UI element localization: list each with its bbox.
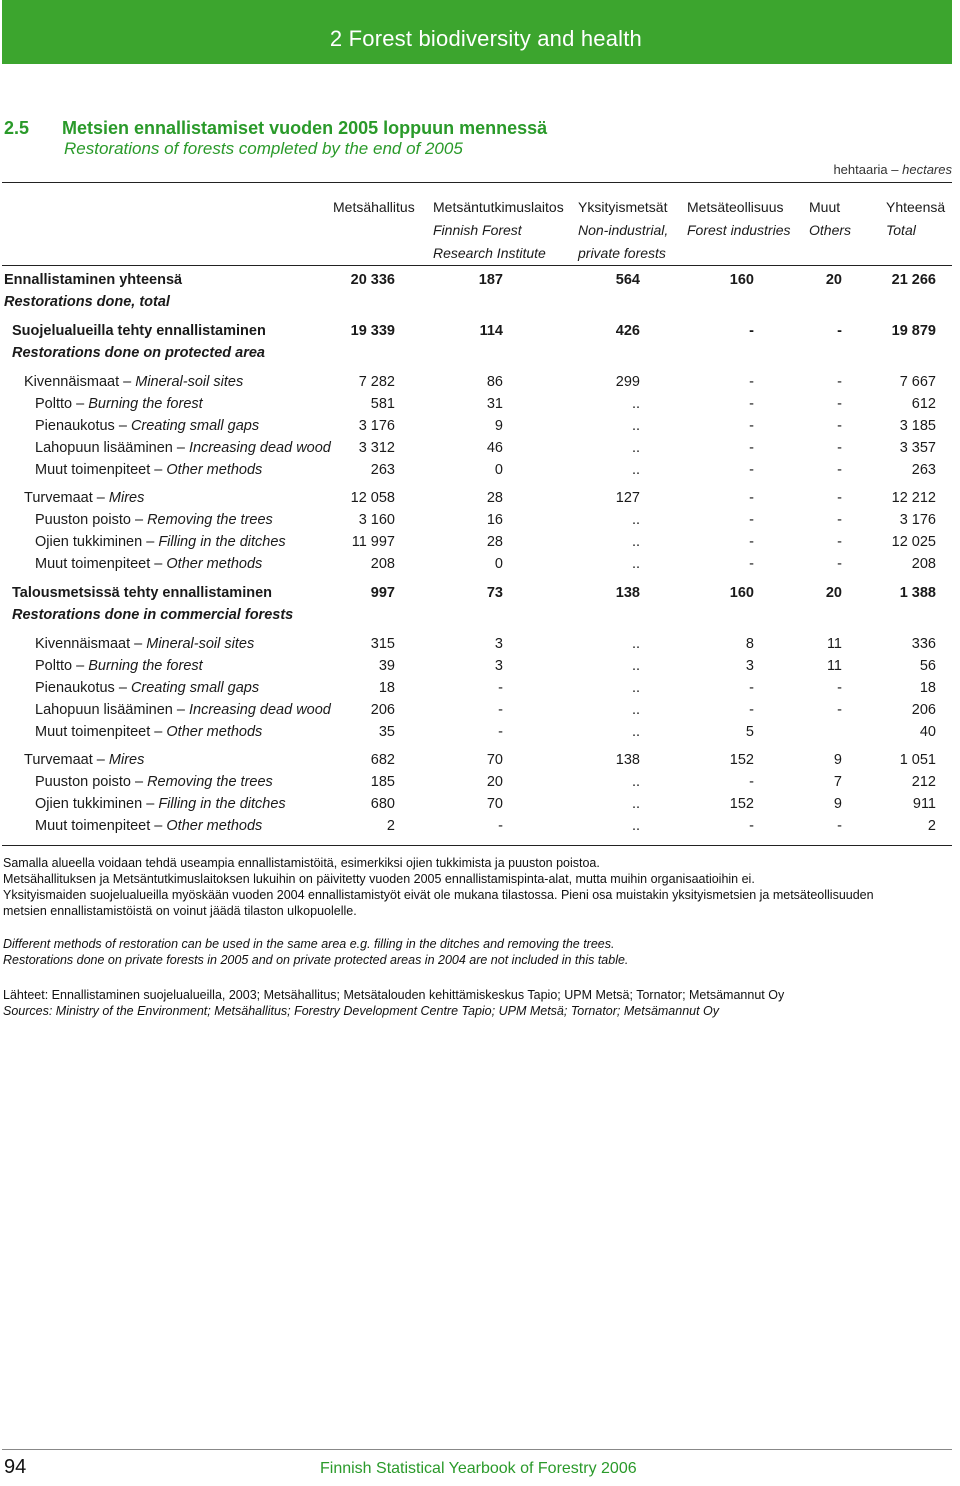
table-cell: 39 bbox=[378, 658, 395, 674]
row-label bbox=[35, 680, 259, 696]
table-row bbox=[0, 724, 960, 746]
table-cell: 46 bbox=[486, 440, 503, 456]
row-label bbox=[12, 585, 272, 601]
unit-en: hectares bbox=[902, 162, 952, 177]
row-label-en: Mires bbox=[108, 490, 145, 506]
row-label-en: Other methods bbox=[166, 556, 263, 572]
table-cell: .. bbox=[631, 818, 640, 834]
table-cell: - bbox=[749, 462, 754, 478]
column-header-3-l1: Yksityismetsät bbox=[578, 199, 668, 215]
table-cell: 11 bbox=[826, 636, 842, 652]
row-label bbox=[35, 462, 262, 478]
table-cell: 3 185 bbox=[899, 418, 936, 434]
table-cell: 682 bbox=[370, 752, 395, 768]
column-header-2-l3: Research Institute bbox=[433, 245, 546, 261]
row-label-fi: Ojien tukkiminen – bbox=[35, 796, 155, 812]
table-cell: - bbox=[749, 440, 754, 456]
table-cell: 20 bbox=[825, 272, 842, 288]
row-label bbox=[35, 534, 286, 550]
notes-en bbox=[3, 936, 628, 968]
row-label bbox=[35, 440, 331, 456]
table-cell: - bbox=[749, 534, 754, 550]
table-cell: .. bbox=[631, 556, 640, 572]
table-cell: 18 bbox=[919, 680, 936, 696]
table-cell: 20 bbox=[825, 585, 842, 601]
chapter-banner bbox=[2, 0, 952, 64]
table-cell: 3 357 bbox=[899, 440, 936, 456]
table-row bbox=[0, 658, 960, 680]
table-cell: 680 bbox=[370, 796, 395, 812]
row-label-fi: Suojelualueilla tehty ennallistaminen bbox=[12, 323, 266, 339]
row-label-fi: Ennallistaminen yhteensä bbox=[4, 272, 183, 288]
table-cell: 212 bbox=[911, 774, 936, 790]
column-header-2-l1: Metsäntutkimuslaitos bbox=[433, 199, 564, 215]
table-cell: - bbox=[837, 702, 842, 718]
table-cell: 7 667 bbox=[899, 374, 936, 390]
row-label bbox=[35, 818, 262, 834]
table-titles bbox=[4, 118, 547, 159]
table-cell: 9 bbox=[494, 418, 503, 434]
table-row bbox=[0, 512, 960, 534]
table-row bbox=[0, 556, 960, 578]
table-cell: 11 997 bbox=[351, 534, 395, 550]
header-top-rule bbox=[2, 182, 952, 183]
table-cell: 2 bbox=[386, 818, 395, 834]
table-cell: 70 bbox=[486, 796, 503, 812]
row-label-en: Removing the trees bbox=[147, 774, 273, 790]
table-cell: 21 266 bbox=[891, 272, 936, 288]
table-cell: 564 bbox=[615, 272, 640, 288]
table-cell: 9 bbox=[833, 796, 842, 812]
table-cell: .. bbox=[631, 724, 640, 740]
table-row bbox=[0, 752, 960, 774]
column-header-6-l1: Yhteensä bbox=[886, 199, 946, 215]
table-cell: - bbox=[837, 818, 842, 834]
row-label-en: Filling in the ditches bbox=[158, 796, 286, 812]
table-cell: 86 bbox=[486, 374, 503, 390]
table-cell: 9 bbox=[833, 752, 842, 768]
table-cell: 3 bbox=[494, 658, 503, 674]
table-cell: 19 339 bbox=[350, 323, 395, 339]
table-cell: - bbox=[837, 440, 842, 456]
table-cell: - bbox=[749, 556, 754, 572]
table-cell: .. bbox=[631, 774, 640, 790]
table-cell: - bbox=[498, 702, 503, 718]
title-fi-text: Metsien ennallistamiset vuoden 2005 loppuun mennessä bbox=[62, 118, 548, 138]
row-sublabel-en: Restorations done on protected area bbox=[12, 345, 265, 361]
table-row bbox=[0, 272, 960, 294]
table-cell: 1 388 bbox=[899, 585, 936, 601]
row-label-fi: Poltto – bbox=[35, 658, 85, 674]
table-cell: 73 bbox=[486, 585, 503, 601]
table-cell: .. bbox=[631, 534, 640, 550]
table-cell: - bbox=[837, 534, 842, 550]
row-label-fi: Talousmetsissä tehty ennallistaminen bbox=[12, 585, 273, 601]
table-cell: 0 bbox=[494, 462, 503, 478]
sources-fi: Lähteet: Ennallistaminen suojelualueilla, 2003; Metsähallitus; Metsätalouden kehittämiskeskus Tapio; UPM Metsä; Tornator; Metsämannut Oy bbox=[3, 988, 785, 1002]
table-cell: - bbox=[498, 680, 503, 696]
title-fi bbox=[4, 118, 547, 139]
row-label-fi: Puuston poisto – bbox=[35, 774, 144, 790]
page-number: 94 bbox=[4, 1456, 27, 1478]
row-label bbox=[35, 724, 262, 740]
table-cell: 127 bbox=[615, 490, 640, 506]
table-cell: 12 025 bbox=[891, 534, 936, 550]
unit-fi: hehtaaria – bbox=[833, 162, 899, 177]
table-cell: - bbox=[837, 374, 842, 390]
table-cell: 2 bbox=[927, 818, 936, 834]
row-label bbox=[35, 396, 203, 412]
column-header-6 bbox=[886, 196, 945, 242]
table-cell: - bbox=[749, 396, 754, 412]
column-header-3-l3: private forests bbox=[578, 245, 666, 261]
row-label-fi: Muut toimenpiteet – bbox=[35, 556, 163, 572]
column-header-3-l2: Non-industrial, bbox=[578, 222, 669, 238]
note-en-1: Different methods of restoration can be used in the same area e.g. filling in the ditches and removing the trees. bbox=[3, 937, 615, 951]
table-number: 2.5 bbox=[4, 118, 30, 138]
table-cell: .. bbox=[631, 796, 640, 812]
row-label-fi: Muut toimenpiteet – bbox=[35, 818, 163, 834]
column-header-4-l1: Metsäteollisuus bbox=[687, 199, 784, 215]
sources bbox=[3, 987, 784, 1019]
table-cell: 612 bbox=[911, 396, 936, 412]
table-cell: 581 bbox=[370, 396, 395, 412]
table-cell: 20 bbox=[486, 774, 503, 790]
row-label-fi: Pienaukotus – bbox=[35, 418, 127, 434]
table-cell: 12 058 bbox=[350, 490, 395, 506]
table-cell: 138 bbox=[615, 752, 640, 768]
row-label-fi: Turvemaat – bbox=[24, 490, 105, 506]
table-row bbox=[0, 440, 960, 462]
row-label bbox=[24, 374, 243, 390]
table-cell: 185 bbox=[370, 774, 395, 790]
table-row bbox=[0, 680, 960, 702]
table-cell: - bbox=[749, 374, 754, 390]
table-cell: 40 bbox=[919, 724, 936, 740]
table-cell: .. bbox=[631, 680, 640, 696]
table-cell: 0 bbox=[494, 556, 503, 572]
row-label-en: Creating small gaps bbox=[130, 680, 260, 696]
row-label-fi: Muut toimenpiteet – bbox=[35, 462, 163, 478]
row-label-en: Creating small gaps bbox=[130, 418, 260, 434]
table-cell: 31 bbox=[486, 396, 503, 412]
table-cell: 16 bbox=[486, 512, 503, 528]
table-row bbox=[0, 490, 960, 512]
table-cell: - bbox=[498, 818, 503, 834]
title-en: Restorations of forests completed by the end of 2005 bbox=[64, 139, 463, 158]
table-row bbox=[0, 374, 960, 396]
row-label bbox=[35, 512, 273, 528]
table-row bbox=[0, 418, 960, 440]
column-header-1-l1: Metsähallitus bbox=[333, 199, 415, 215]
note-fi-2: Metsähallituksen ja Metsäntutkimuslaitoksen lukuihin on päivitetty vuoden 2005 ennallistamispinta-alat, mutta muihin organisaatioihin ei. bbox=[3, 872, 755, 886]
table-cell: 263 bbox=[911, 462, 936, 478]
table-cell: 336 bbox=[911, 636, 936, 652]
table-cell: 56 bbox=[919, 658, 936, 674]
table-cell: - bbox=[837, 490, 842, 506]
table-cell: 997 bbox=[370, 585, 395, 601]
table-cell: - bbox=[498, 724, 503, 740]
table-cell: 12 212 bbox=[891, 490, 936, 506]
table-cell: 19 879 bbox=[891, 323, 936, 339]
row-label-en: Mires bbox=[108, 752, 145, 768]
row-sublabel-en: Restorations done in commercial forests bbox=[12, 607, 294, 623]
row-label-en: Filling in the ditches bbox=[158, 534, 286, 550]
table-cell: 152 bbox=[729, 752, 754, 768]
table-row bbox=[0, 702, 960, 724]
header-bottom-rule bbox=[2, 265, 952, 266]
note-fi-4: metsien ennallistamistöistä on voinut jäädä tilaston ulkopuolelle. bbox=[3, 904, 357, 918]
table-cell: 160 bbox=[729, 585, 754, 601]
book-title: Finnish Statistical Yearbook of Forestry 2006 bbox=[320, 1460, 637, 1477]
row-label bbox=[35, 636, 254, 652]
table-cell: 315 bbox=[370, 636, 395, 652]
row-label-en: Increasing dead wood bbox=[188, 440, 331, 456]
notes-fi bbox=[3, 855, 874, 919]
column-header-1 bbox=[333, 196, 415, 219]
table-cell: 3 176 bbox=[899, 512, 936, 528]
row-label-fi: Poltto – bbox=[35, 396, 85, 412]
table-cell: .. bbox=[631, 658, 640, 674]
table-cell: 138 bbox=[615, 585, 640, 601]
table-cell: 208 bbox=[370, 556, 395, 572]
table-cell: .. bbox=[631, 512, 640, 528]
table-cell: 426 bbox=[615, 323, 640, 339]
table-cell: 28 bbox=[486, 534, 503, 550]
table-cell: .. bbox=[631, 396, 640, 412]
row-label-fi: Lahopuun lisääminen – bbox=[35, 440, 185, 456]
footer-rule bbox=[2, 1449, 952, 1450]
table-cell: - bbox=[749, 323, 754, 339]
table-cell: 114 bbox=[479, 323, 503, 339]
row-label-en: Mineral-soil sites bbox=[135, 374, 244, 390]
table-cell: - bbox=[837, 418, 842, 434]
row-label-fi: Lahopuun lisääminen – bbox=[35, 702, 185, 718]
column-header-4-l2: Forest industries bbox=[687, 222, 791, 238]
row-label-en: Other methods bbox=[166, 818, 263, 834]
table-cell: - bbox=[837, 556, 842, 572]
table-cell: - bbox=[837, 323, 842, 339]
table-row bbox=[0, 534, 960, 556]
row-label bbox=[35, 774, 273, 790]
row-label-fi: Puuston poisto – bbox=[35, 512, 144, 528]
table-cell: - bbox=[749, 490, 754, 506]
table-cell: - bbox=[837, 680, 842, 696]
table-cell: 7 bbox=[833, 774, 842, 790]
chapter-title: 2 Forest biodiversity and health bbox=[329, 26, 642, 51]
table-cell: 3 312 bbox=[358, 440, 395, 456]
table-cell: 299 bbox=[615, 374, 640, 390]
note-en-2: Restorations done on private forests in 2005 and on private protected areas in 2004 are not included in this table. bbox=[3, 953, 629, 967]
table-cell: .. bbox=[631, 440, 640, 456]
row-label-en: Burning the forest bbox=[88, 396, 203, 412]
row-label bbox=[35, 418, 259, 434]
row-label-fi: Ojien tukkiminen – bbox=[35, 534, 155, 550]
table-cell: 3 bbox=[494, 636, 503, 652]
page-footer bbox=[4, 1456, 637, 1479]
column-header-4 bbox=[687, 196, 790, 242]
table-cell: 187 bbox=[478, 272, 503, 288]
row-label-en: Increasing dead wood bbox=[188, 702, 331, 718]
table-cell: .. bbox=[631, 462, 640, 478]
table-cell: .. bbox=[631, 702, 640, 718]
table-cell: 5 bbox=[745, 724, 754, 740]
table-cell: 206 bbox=[370, 702, 395, 718]
table-row bbox=[0, 585, 960, 607]
row-label-fi: Kivennäismaat – bbox=[24, 374, 132, 390]
table-cell: 20 336 bbox=[350, 272, 395, 288]
table-cell: - bbox=[749, 818, 754, 834]
table-row bbox=[0, 323, 960, 345]
row-label bbox=[35, 796, 286, 812]
column-header-2 bbox=[433, 196, 564, 265]
column-header-5-l2: Others bbox=[809, 222, 852, 238]
table-cell: 28 bbox=[486, 490, 503, 506]
table-cell: - bbox=[837, 512, 842, 528]
table-cell: - bbox=[749, 512, 754, 528]
table-cell: 911 bbox=[912, 796, 936, 812]
table-cell: 8 bbox=[745, 636, 754, 652]
table-cell: 206 bbox=[911, 702, 936, 718]
table-cell: 3 176 bbox=[358, 418, 395, 434]
table-cell: .. bbox=[631, 636, 640, 652]
row-label-en: Mineral-soil sites bbox=[146, 636, 255, 652]
table-cell: - bbox=[837, 462, 842, 478]
table-cell: 35 bbox=[378, 724, 395, 740]
table-cell: 1 051 bbox=[899, 752, 936, 768]
table-bottom-rule bbox=[2, 845, 952, 846]
table-row bbox=[0, 774, 960, 796]
row-label-en: Removing the trees bbox=[147, 512, 273, 528]
table-cell: 208 bbox=[911, 556, 936, 572]
table-row bbox=[0, 818, 960, 840]
table-cell: 263 bbox=[370, 462, 395, 478]
table-cell: 152 bbox=[729, 796, 754, 812]
column-header-2-l2: Finnish Forest bbox=[433, 222, 522, 238]
row-label bbox=[35, 556, 262, 572]
row-label bbox=[35, 658, 203, 674]
column-header-5 bbox=[809, 196, 851, 242]
row-label-en: Other methods bbox=[166, 724, 263, 740]
table-cell: - bbox=[749, 702, 754, 718]
row-label-fi: Pienaukotus – bbox=[35, 680, 127, 696]
row-label-fi: Muut toimenpiteet – bbox=[35, 724, 163, 740]
table-cell: 70 bbox=[486, 752, 503, 768]
note-fi-3: Yksityismaiden suojelualueilla myöskään vuoden 2004 ennallistamistyöt eivät ole mukana tilastossa. Pieni osa muistakin yksityismetsien ja metsäteollisuuden bbox=[3, 888, 874, 902]
row-label bbox=[12, 323, 266, 339]
row-label-fi: Turvemaat – bbox=[24, 752, 105, 768]
row-label bbox=[24, 490, 144, 506]
unit-label bbox=[833, 162, 952, 177]
column-header-3 bbox=[578, 196, 668, 265]
sources-en: Sources: Ministry of the Environment; Metsähallitus; Forestry Development Centre Tapio; UPM Metsä; Tornator; Metsämannut Oy bbox=[3, 1004, 720, 1018]
row-sublabel-en: Restorations done, total bbox=[4, 294, 170, 310]
table-row bbox=[0, 396, 960, 418]
row-label-en: Other methods bbox=[166, 462, 263, 478]
table-cell: - bbox=[749, 774, 754, 790]
table-cell: 18 bbox=[378, 680, 395, 696]
column-header-6-l2: Total bbox=[886, 222, 916, 238]
row-label-en: Burning the forest bbox=[88, 658, 203, 674]
row-label-fi: Kivennäismaat – bbox=[35, 636, 143, 652]
table-cell: .. bbox=[631, 418, 640, 434]
table-cell: 3 bbox=[745, 658, 754, 674]
table-cell: 3 160 bbox=[358, 512, 395, 528]
table-row bbox=[0, 796, 960, 818]
table-cell: 7 282 bbox=[358, 374, 395, 390]
note-fi-1: Samalla alueella voidaan tehdä useampia ennallistamistöitä, esimerkiksi ojien tukkimista ja puuston poistoa. bbox=[3, 856, 600, 870]
table-cell: 11 bbox=[826, 658, 842, 674]
table-row bbox=[0, 462, 960, 484]
table-row bbox=[0, 636, 960, 658]
row-label bbox=[24, 752, 144, 768]
table-cell: - bbox=[749, 680, 754, 696]
row-label bbox=[4, 272, 182, 288]
table-cell: - bbox=[837, 396, 842, 412]
column-header-5-l1: Muut bbox=[809, 199, 841, 215]
table-cell: 160 bbox=[729, 272, 754, 288]
table-cell: - bbox=[749, 418, 754, 434]
row-label bbox=[35, 702, 331, 718]
